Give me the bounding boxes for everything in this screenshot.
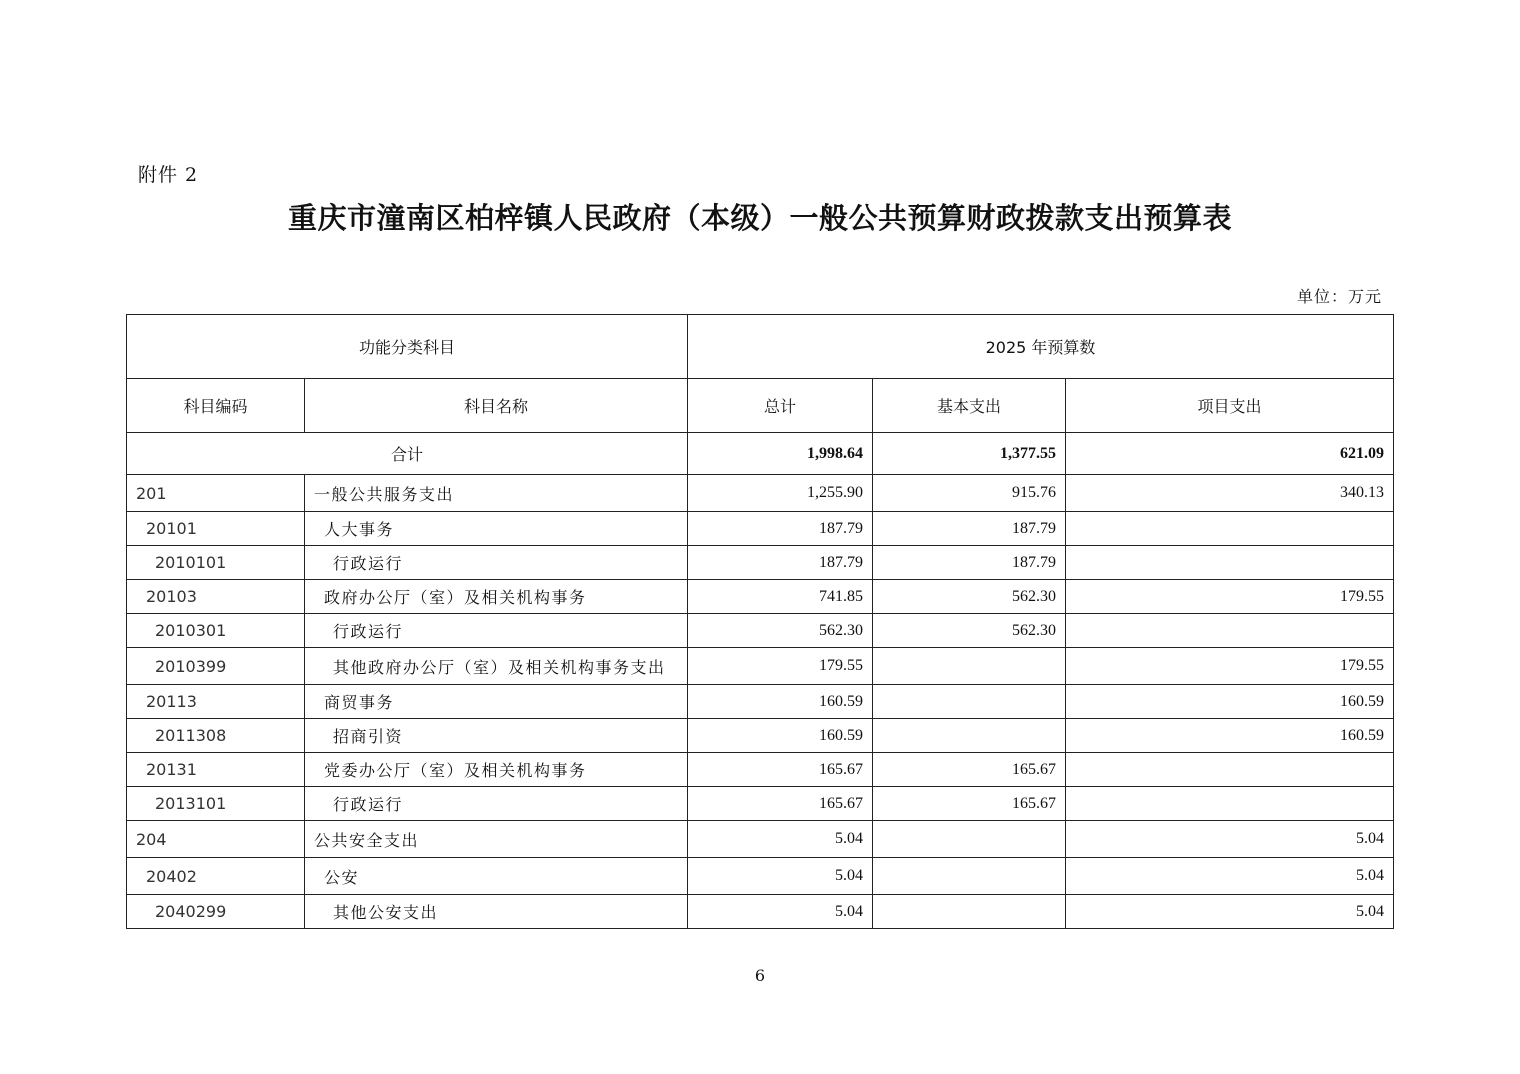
- table-row: [127, 685, 1394, 719]
- row-name: 商贸事务: [305, 685, 688, 719]
- row-name: 行政运行: [305, 614, 688, 648]
- row-name: 其他公安支出: [305, 895, 688, 929]
- row-total: 179.55: [688, 648, 873, 685]
- row-name: 招商引资: [305, 719, 688, 753]
- header-project: 项目支出: [1066, 379, 1394, 433]
- table-row: [127, 821, 1394, 858]
- row-total: 160.59: [688, 685, 873, 719]
- row-total: 5.04: [688, 858, 873, 895]
- row-project: 179.55: [1066, 580, 1394, 614]
- row-code: 2040299: [127, 895, 305, 929]
- row-code: 2013101: [127, 787, 305, 821]
- row-name: 其他政府办公厅（室）及相关机构事务支出: [305, 648, 688, 685]
- row-project: 179.55: [1066, 648, 1394, 685]
- header-budget-year: 2025 年预算数: [688, 315, 1394, 379]
- row-basic: [873, 895, 1066, 929]
- row-basic: 165.67: [873, 787, 1066, 821]
- row-project: [1066, 546, 1394, 580]
- total-row: [127, 433, 1394, 475]
- row-total: 5.04: [688, 895, 873, 929]
- row-basic: [873, 648, 1066, 685]
- table-row: [127, 719, 1394, 753]
- table-row: [127, 787, 1394, 821]
- row-code: 2010301: [127, 614, 305, 648]
- unit-label: 单位：万元: [1296, 287, 1382, 306]
- page-number: 6: [754, 966, 766, 985]
- column-header-row: [127, 379, 1394, 433]
- row-code: 20101: [127, 512, 305, 546]
- row-name: 行政运行: [305, 546, 688, 580]
- row-basic: 165.67: [873, 753, 1066, 787]
- row-project: [1066, 512, 1394, 546]
- row-basic: 562.30: [873, 580, 1066, 614]
- header-name: 科目名称: [305, 379, 688, 433]
- table-row: [127, 858, 1394, 895]
- row-basic: 187.79: [873, 512, 1066, 546]
- attachment-label: 附件 2: [138, 164, 199, 186]
- group-header-row: [127, 315, 1394, 379]
- table-row: [127, 546, 1394, 580]
- header-code: 科目编码: [127, 379, 305, 433]
- header-basic: 基本支出: [873, 379, 1066, 433]
- row-project: 5.04: [1066, 858, 1394, 895]
- row-code: 201: [127, 475, 305, 512]
- row-project: 5.04: [1066, 895, 1394, 929]
- total-basic: 1,377.55: [873, 433, 1066, 475]
- row-name: 公安: [305, 858, 688, 895]
- row-project: [1066, 753, 1394, 787]
- row-project: 160.59: [1066, 685, 1394, 719]
- row-total: 187.79: [688, 512, 873, 546]
- header-total: 总计: [688, 379, 873, 433]
- row-code: 2010399: [127, 648, 305, 685]
- row-code: 20402: [127, 858, 305, 895]
- header-classification: 功能分类科目: [127, 315, 688, 379]
- table-row: [127, 648, 1394, 685]
- row-total: 165.67: [688, 753, 873, 787]
- row-basic: [873, 821, 1066, 858]
- row-total: 165.67: [688, 787, 873, 821]
- row-code: 20131: [127, 753, 305, 787]
- row-code: 20113: [127, 685, 305, 719]
- row-code: 2011308: [127, 719, 305, 753]
- row-name: 人大事务: [305, 512, 688, 546]
- table-row: [127, 753, 1394, 787]
- row-basic: [873, 858, 1066, 895]
- row-total: 187.79: [688, 546, 873, 580]
- table-row: [127, 512, 1394, 546]
- document-title: 重庆市潼南区柏梓镇人民政府（本级）一般公共预算财政拨款支出预算表: [287, 201, 1232, 235]
- row-basic: 187.79: [873, 546, 1066, 580]
- table-row: [127, 475, 1394, 512]
- row-basic: 915.76: [873, 475, 1066, 512]
- row-basic: [873, 719, 1066, 753]
- row-total: 1,255.90: [688, 475, 873, 512]
- row-project: [1066, 787, 1394, 821]
- row-basic: 562.30: [873, 614, 1066, 648]
- row-project: 340.13: [1066, 475, 1394, 512]
- table-row: [127, 614, 1394, 648]
- row-name: 行政运行: [305, 787, 688, 821]
- row-total: 160.59: [688, 719, 873, 753]
- table-row: [127, 895, 1394, 929]
- table-row: [127, 580, 1394, 614]
- row-basic: [873, 685, 1066, 719]
- row-project: 160.59: [1066, 719, 1394, 753]
- row-code: 2010101: [127, 546, 305, 580]
- row-name: 一般公共服务支出: [305, 475, 688, 512]
- total-project: 621.09: [1066, 433, 1394, 475]
- budget-table: [126, 314, 1394, 929]
- row-total: 5.04: [688, 821, 873, 858]
- row-total: 562.30: [688, 614, 873, 648]
- row-project: [1066, 614, 1394, 648]
- row-code: 20103: [127, 580, 305, 614]
- row-total: 741.85: [688, 580, 873, 614]
- row-name: 公共安全支出: [305, 821, 688, 858]
- total-label: 合计: [127, 433, 688, 475]
- row-code: 204: [127, 821, 305, 858]
- row-name: 党委办公厅（室）及相关机构事务: [305, 753, 688, 787]
- total-total: 1,998.64: [688, 433, 873, 475]
- row-project: 5.04: [1066, 821, 1394, 858]
- row-name: 政府办公厅（室）及相关机构事务: [305, 580, 688, 614]
